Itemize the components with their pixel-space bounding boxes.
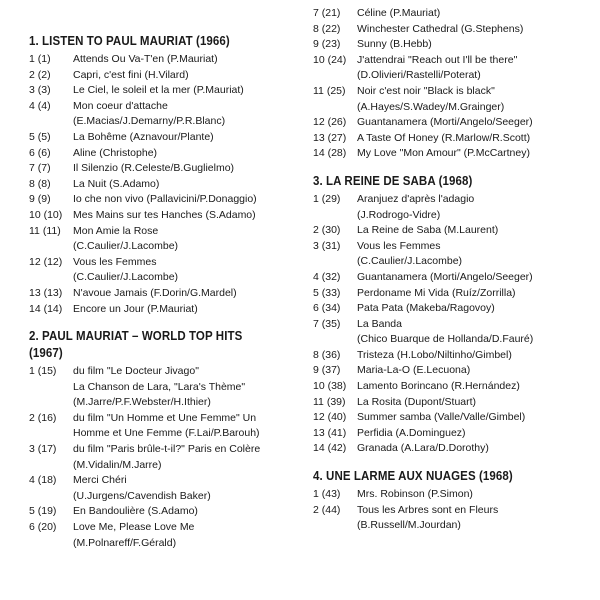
section-title: 4. UNE LARME AUX NUAGES (1968) bbox=[313, 469, 513, 484]
track-title: La Banda (Chico Buarque de Hollanda/D.Fauré) bbox=[357, 317, 534, 346]
track-title: En Bandoulière (S.Adamo) bbox=[73, 505, 198, 518]
track-item bbox=[313, 379, 595, 395]
track-list bbox=[313, 487, 595, 534]
track-number: 6 (20) bbox=[29, 521, 57, 534]
track-item bbox=[29, 99, 299, 130]
track-title: La Nuit (S.Adamo) bbox=[73, 177, 160, 190]
track-title: Mon coeur d'attache (E.Macias/J.Demarny/P.R.Blanc) bbox=[73, 99, 226, 128]
track-number: 3 (17) bbox=[29, 443, 57, 456]
track-number: 4 (32) bbox=[313, 270, 341, 283]
track-title: Aranjuez d'après l'adagio (J.Rodrogo-Vidre) bbox=[357, 192, 475, 221]
track-number: 13 (41) bbox=[313, 426, 347, 439]
track-item bbox=[29, 68, 299, 84]
track-item bbox=[313, 441, 595, 457]
track-title: Il Silenzio (R.Celeste/B.Guglielmo) bbox=[73, 162, 235, 175]
track-number: 2 (44) bbox=[313, 503, 341, 516]
track-title: du film "Un Homme et Une Femme" Un Homme et Une Femme (F.Lai/P.Barouh) bbox=[73, 411, 260, 440]
track-title: du film "Paris brûle-t-il?" Paris en Colère (M.Vidalin/M.Jarre) bbox=[73, 443, 261, 471]
track-title: Love Me, Please Love Me (M.Polnareff/F.Gérald) bbox=[73, 521, 195, 549]
track-number: 4 (18) bbox=[29, 474, 57, 487]
track-number: 4 (4) bbox=[29, 99, 51, 112]
track-item bbox=[313, 192, 595, 223]
section-title: 2. PAUL MAURIAT – WORLD TOP HITS (1967) bbox=[29, 329, 243, 361]
track-number: 6 (34) bbox=[313, 302, 341, 315]
track-number: 13 (27) bbox=[313, 131, 347, 144]
track-number: 10 (24) bbox=[313, 53, 347, 66]
track-item bbox=[313, 487, 595, 503]
track-title: Perdoname Mi Vida (Ruíz/Zorrilla) bbox=[357, 286, 516, 299]
track-item bbox=[313, 317, 595, 348]
track-number: 9 (9) bbox=[29, 193, 51, 206]
track-number: 2 (30) bbox=[313, 224, 341, 237]
track-title: Io che non vivo (Pallavicini/P.Donaggio) bbox=[73, 193, 257, 206]
track-number: 6 (6) bbox=[29, 146, 51, 159]
track-number: 10 (38) bbox=[313, 380, 347, 393]
track-item bbox=[313, 37, 595, 53]
track-item bbox=[29, 302, 299, 318]
track-item bbox=[313, 22, 595, 38]
track-item bbox=[313, 348, 595, 364]
track-title: My Love "Mon Amour" (P.McCartney) bbox=[357, 147, 530, 160]
track-title: Noir c'est noir "Black is black" (A.Hayes/S.Wadey/M.Grainger) bbox=[357, 84, 505, 113]
track-item bbox=[313, 115, 595, 131]
track-title: Aline (Christophe) bbox=[73, 146, 158, 159]
track-title: La Bohême (Aznavour/Plante) bbox=[73, 130, 214, 143]
track-item bbox=[29, 255, 299, 286]
track-title: Granada (A.Lara/D.Dorothy) bbox=[357, 442, 489, 455]
track-number: 3 (3) bbox=[29, 84, 51, 97]
track-item bbox=[313, 53, 595, 84]
track-number: 12 (12) bbox=[29, 255, 63, 268]
track-title: Mon Amie la Rose (C.Caulier/J.Lacombe) bbox=[73, 224, 179, 253]
track-title: Pata Pata (Makeba/Ragovoy) bbox=[357, 302, 495, 315]
track-title: Tristeza (H.Lobo/Niltinho/Gimbel) bbox=[357, 348, 512, 361]
track-list bbox=[29, 364, 299, 551]
track-number: 1 (43) bbox=[313, 488, 341, 501]
track-title: N'avoue Jamais (F.Dorin/G.Mardel) bbox=[73, 286, 237, 299]
track-title: Perfidia (A.Dominguez) bbox=[357, 426, 466, 439]
section-2 bbox=[29, 328, 299, 551]
track-number: 7 (35) bbox=[313, 317, 341, 330]
track-list bbox=[313, 6, 595, 162]
track-title: Capri, c'est fini (H.Vilard) bbox=[73, 68, 189, 81]
left-column bbox=[29, 33, 299, 551]
track-item bbox=[313, 84, 595, 115]
track-list bbox=[29, 52, 299, 317]
track-list bbox=[313, 192, 595, 457]
section-2-continued bbox=[313, 6, 595, 162]
track-item bbox=[313, 131, 595, 147]
track-title: Winchester Cathedral (G.Stephens) bbox=[357, 22, 524, 35]
right-column bbox=[313, 4, 595, 534]
track-number: 5 (5) bbox=[29, 130, 51, 143]
track-item bbox=[313, 301, 595, 317]
track-item bbox=[313, 363, 595, 379]
track-item bbox=[29, 52, 299, 68]
track-title: Encore un Jour (P.Mauriat) bbox=[73, 302, 198, 315]
track-number: 8 (22) bbox=[313, 22, 341, 35]
section-4 bbox=[313, 468, 595, 534]
track-item bbox=[313, 239, 595, 270]
track-number: 12 (26) bbox=[313, 116, 347, 129]
track-title: Summer samba (Valle/Valle/Gimbel) bbox=[357, 411, 526, 424]
track-title: Guantanamera (Morti/Angelo/Seeger) bbox=[357, 270, 533, 283]
track-title: Sunny (B.Hebb) bbox=[357, 38, 432, 51]
track-item bbox=[313, 426, 595, 442]
track-number: 14 (14) bbox=[29, 302, 63, 315]
track-title: Le Ciel, le soleil et la mer (P.Mauriat) bbox=[73, 84, 244, 97]
track-number: 2 (16) bbox=[29, 411, 57, 424]
section-3 bbox=[313, 173, 595, 457]
track-title: La Rosita (Dupont/Stuart) bbox=[357, 395, 477, 408]
track-number: 14 (28) bbox=[313, 147, 347, 160]
track-number: 3 (31) bbox=[313, 239, 341, 252]
track-item bbox=[29, 208, 299, 224]
track-number: 11 (11) bbox=[29, 224, 61, 237]
track-item bbox=[313, 6, 595, 22]
track-item bbox=[29, 364, 299, 411]
track-number: 7 (21) bbox=[313, 7, 341, 19]
track-number: 9 (23) bbox=[313, 38, 341, 51]
track-number: 7 (7) bbox=[29, 162, 51, 175]
track-number: 11 (39) bbox=[313, 395, 346, 408]
track-item bbox=[29, 130, 299, 146]
track-item bbox=[313, 146, 595, 162]
section-title: 3. LA REINE DE SABA (1968) bbox=[313, 173, 473, 188]
track-title: Guantanamera (Morti/Angelo/Seeger) bbox=[357, 116, 533, 129]
track-item bbox=[29, 473, 299, 504]
track-item bbox=[313, 410, 595, 426]
track-item bbox=[313, 286, 595, 302]
track-number: 1 (1) bbox=[29, 53, 51, 65]
track-item bbox=[29, 146, 299, 162]
section-title: 1. LISTEN TO PAUL MAURIAT (1966) bbox=[29, 34, 230, 48]
track-title: Vous les Femmes (C.Caulier/J.Lacombe) bbox=[73, 255, 179, 284]
track-item bbox=[313, 395, 595, 411]
track-item bbox=[29, 83, 299, 99]
track-title: du film "Le Docteur Jivago" La Chanson de Lara, "Lara's Thème" (M.Jarre/P.F.Webster/H.Ithier) bbox=[73, 365, 246, 409]
track-item bbox=[29, 411, 299, 442]
track-item bbox=[29, 161, 299, 177]
track-number: 8 (8) bbox=[29, 177, 51, 190]
track-number: 5 (33) bbox=[313, 286, 341, 299]
track-item bbox=[29, 286, 299, 302]
track-item bbox=[29, 442, 299, 473]
track-title: Attends Ou Va-T'en (P.Mauriat) bbox=[73, 53, 218, 65]
track-item bbox=[29, 177, 299, 193]
track-number: 9 (37) bbox=[313, 364, 341, 377]
track-number: 11 (25) bbox=[313, 84, 346, 97]
track-title: Vous les Femmes (C.Caulier/J.Lacombe) bbox=[357, 239, 463, 268]
track-title: Mrs. Robinson (P.Simon) bbox=[357, 488, 473, 501]
track-title: Mes Mains sur tes Hanches (S.Adamo) bbox=[73, 208, 256, 221]
track-item bbox=[313, 270, 595, 286]
track-item bbox=[313, 503, 595, 534]
track-number: 13 (13) bbox=[29, 286, 63, 299]
track-title: Lamento Borincano (R.Hernández) bbox=[357, 380, 520, 393]
section-1 bbox=[29, 33, 299, 317]
track-item bbox=[29, 224, 299, 255]
track-number: 1 (15) bbox=[29, 365, 57, 378]
track-number: 1 (29) bbox=[313, 192, 341, 205]
track-number: 2 (2) bbox=[29, 68, 51, 81]
track-item bbox=[313, 223, 595, 239]
track-number: 5 (19) bbox=[29, 505, 57, 518]
track-number: 8 (36) bbox=[313, 348, 341, 361]
track-number: 12 (40) bbox=[313, 411, 347, 424]
track-title: J'attendrai "Reach out I'll be there" (D.Olivieri/Rastelli/Poterat) bbox=[357, 53, 518, 82]
track-item bbox=[29, 520, 299, 551]
track-title: Maria-La-O (E.Lecuona) bbox=[357, 364, 471, 377]
track-number: 10 (10) bbox=[29, 208, 63, 221]
track-item bbox=[29, 192, 299, 208]
track-number: 14 (42) bbox=[313, 442, 347, 455]
track-title: A Taste Of Honey (R.Marlow/R.Scott) bbox=[357, 131, 531, 144]
track-title: La Reine de Saba (M.Laurent) bbox=[357, 224, 499, 237]
track-item bbox=[29, 504, 299, 520]
track-title: Céline (P.Mauriat) bbox=[357, 7, 441, 19]
track-title: Tous les Arbres sont en Fleurs (B.Russell/M.Jourdan) bbox=[357, 503, 499, 532]
track-title: Merci Chéri (U.Jurgens/Cavendish Baker) bbox=[73, 474, 211, 502]
